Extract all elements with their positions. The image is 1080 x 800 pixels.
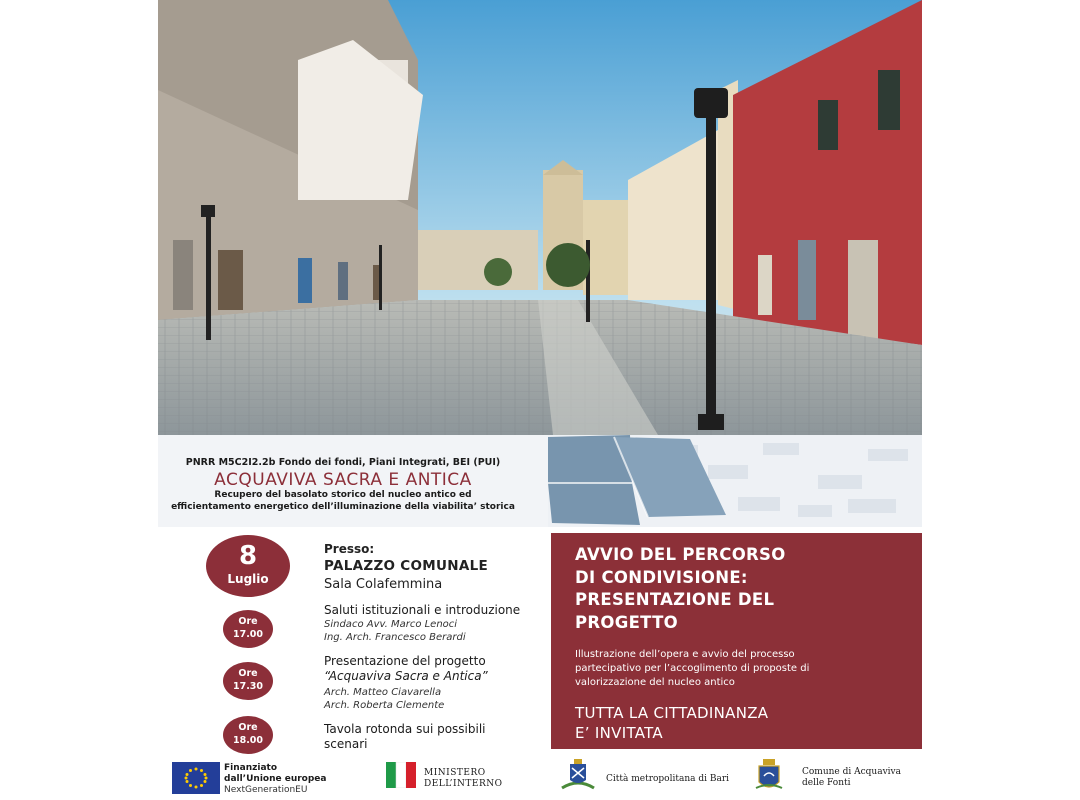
eu-funding-text: Finanziato dall’Unione europea NextGenerationEU bbox=[224, 763, 327, 795]
agenda-speaker: Arch. Matteo Ciavarella bbox=[324, 687, 442, 698]
announcement-box bbox=[551, 533, 922, 749]
date-badge bbox=[206, 535, 290, 597]
event-poster bbox=[158, 0, 922, 800]
announcement-description: Illustrazione dell’opera e avvio del processo partecipativo per l’accoglimento di proposte di valorizzazione del nucleo antico bbox=[575, 649, 810, 688]
time-badge: Ore 17.00 bbox=[223, 610, 273, 648]
project-title: ACQUAVIVA SACRA E ANTICA bbox=[214, 470, 472, 490]
agenda-title: Tavola rotonda sui possibili bbox=[324, 722, 486, 736]
comune-text: Comune di Acquaviva delle Fonti bbox=[802, 767, 901, 788]
metro-bari-text: Città metropolitana di Bari bbox=[606, 774, 730, 784]
venue-room: Sala Colafemmina bbox=[324, 577, 443, 592]
ministry-text: MINISTERO DELL’INTERNO bbox=[424, 768, 503, 789]
paving-illustration bbox=[548, 435, 922, 527]
agenda-title-cont: scenari bbox=[324, 737, 368, 751]
agenda-item bbox=[324, 654, 554, 712]
acquaviva-crest-icon bbox=[754, 758, 784, 794]
venue-info bbox=[324, 541, 544, 593]
project-subtitle: Recupero del basolato storico del nucleo antico ed efficientamento energetico dell’illuminazione della viabilita’ storica bbox=[171, 490, 515, 512]
agenda-title-quote: “Acquaviva Sacra e Antica” bbox=[324, 669, 488, 683]
time-badge: Ore 18.00 bbox=[223, 716, 273, 754]
italian-flag-icon bbox=[386, 758, 416, 794]
agenda-speaker: Sindaco Avv. Marco Lenoci bbox=[324, 619, 458, 630]
agenda-speaker: Ing. Arch. Francesco Berardi bbox=[324, 632, 466, 643]
agenda-title: Presentazione del progetto bbox=[324, 654, 486, 668]
agenda-item bbox=[324, 722, 554, 752]
event-day: 8 bbox=[238, 541, 258, 571]
program-reference: PNRR M5C2I2.2b Fondo dei fondi, Piani Integrati, BEI (PUI) bbox=[185, 457, 501, 468]
agenda-title: Saluti istituzionali e introduzione bbox=[324, 603, 521, 617]
invitation-text: TUTTA LA CITTADINANZA E’ INVITATA bbox=[575, 704, 769, 742]
street-photo bbox=[158, 0, 922, 435]
sponsor-logos bbox=[158, 750, 922, 800]
metro-bari-emblem-icon bbox=[558, 758, 598, 794]
agenda-item bbox=[324, 603, 554, 644]
venue-name: PALAZZO COMUNALE bbox=[324, 558, 489, 574]
venue-prefix: Presso: bbox=[324, 542, 375, 556]
eu-flag-icon bbox=[172, 758, 220, 794]
agenda-speaker: Arch. Roberta Clemente bbox=[324, 700, 445, 711]
time-badge: Ore 17.30 bbox=[223, 662, 273, 700]
event-month: Luglio bbox=[227, 572, 269, 586]
announcement-heading: AVVIO DEL PERCORSO DI CONDIVISIONE: PRESENTAZIONE DEL PROGETTO bbox=[575, 545, 786, 632]
